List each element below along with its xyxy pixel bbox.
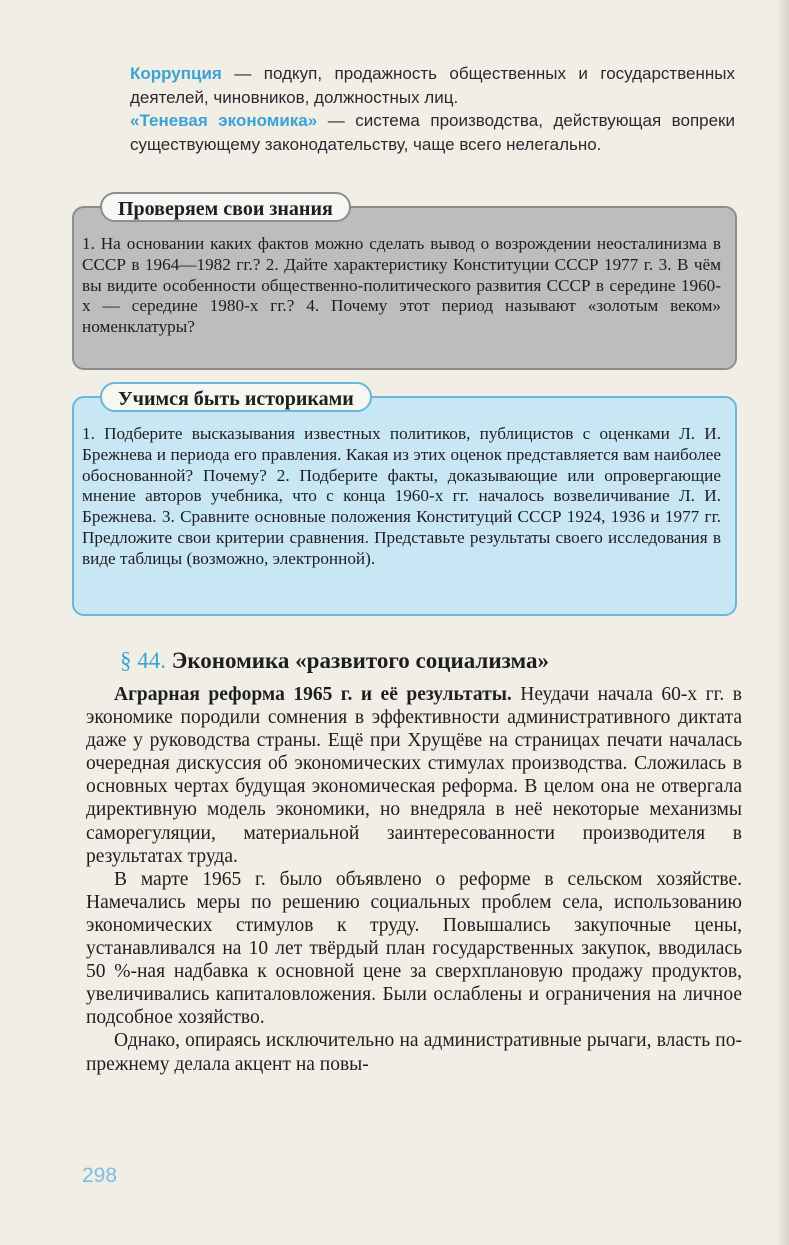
body-text [86,683,742,1076]
section-heading [120,648,549,674]
definitions-block [130,62,735,156]
historians-box [72,388,737,616]
historians-title: Учимся быть историками [100,382,372,412]
definition-text: — система производства, действующая вопреки существующему законодательству, чаще всего нелегально. [130,111,735,154]
definition-shadow-economy [130,109,735,156]
body-paragraph: В марте 1965 г. было объявлено о реформе в сельском хозяйстве. Намечались меры по решению социальных проблем села, использованию экономических стимулов к труду. Повышались закупочные цены, устанавливался на 10 лет твёрдый план государственных закупок, вводилась 50 %-ная надбавка к основной цене за сверхплановую продажу продуктов, увеличивались капиталовложения. Были ослаблены и ограничения на личное подсобное хозяйство. [86,868,742,1029]
section-title: Экономика «развитого социализма» [171,648,550,673]
check-knowledge-questions: 1. На основании каких фактов можно сделать вывод о возрождении неосталинизма в СССР в 1964—1982 гг.? 2. Дайте характеристику Конституции СССР 1977 г. 3. В чём вы видите особенности общественно-политического развития СССР в середине 1960-х — середине 1980-х гг.? 4. Почему этот период называют «золотым веком» номенклатуры? [82,234,721,337]
definition-term: «Теневая экономика» [130,111,318,130]
check-knowledge-box [72,198,737,370]
body-paragraph: Однако, опираясь исключительно на административные рычаги, власть по-прежнему делала акцент на повы- [86,1030,742,1075]
section-number: § 44. [120,648,166,673]
paragraph-subheading: Аграрная реформа 1965 г. и её результаты. [114,684,512,705]
definition-text: — подкуп, продажность общественных и государственных деятелей, чиновников, должностных лиц. [130,64,735,107]
definition-term: Коррупция [130,64,222,83]
page-number: 298 [82,1164,118,1187]
historians-tasks: 1. Подберите высказывания известных политиков, публицистов с оценками Л. И. Брежнева и периода его правления. Какая из этих оценок представляется вам наиболее обоснованной? Почему? 2. Подберите факты, доказывающие или опровергающие мнение авторов учебника, что с конца 1960-х гг. началось возвеличивание Л. И. Брежнева. 3. Сравните основные положения Конституций СССР 1924, 1936 и 1977 гг. Предложите свои критерии сравнения. Представьте результаты своего исследования в виде таблицы (возможно, электронной). [82,424,721,568]
body-paragraph [86,683,742,868]
paragraph-text: Неудачи начала 60-х гг. в экономике породили сомнения в эффективности административного диктата даже у руководства страны. Ещё при Хрущёве на страницах печати началась очередная дискуссия об экономических стимулах производства. Сложилась в основных чертах будущая экономическая реформа. В целом она не отвергала директивную модель экономики, но внедряла в неё некоторые механизмы саморегуляции, материальной заинтересованности производителя в результатах труда. [86,684,743,867]
check-knowledge-title: Проверяем свои знания [100,192,351,222]
page-edge [775,0,789,1245]
definition-corruption [130,62,735,109]
